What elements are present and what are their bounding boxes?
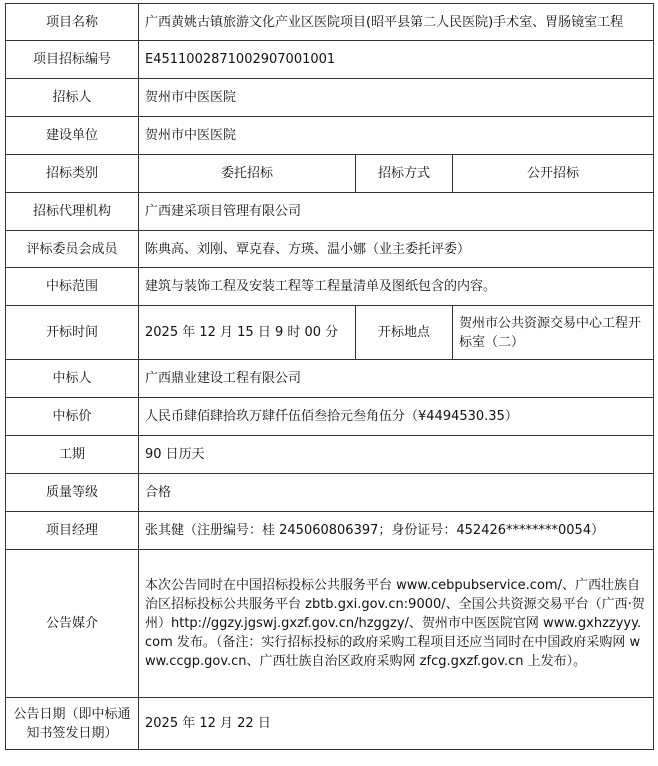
row-duration [6,436,654,474]
tenderer-label: 招标人 [6,79,139,117]
tenderer-value: 贺州市中医医院 [139,79,654,117]
row-tender-type [6,155,654,193]
committee-label: 评标委员会成员 [6,231,139,268]
agency-value: 广西建采项目管理有限公司 [139,193,654,231]
tender-code-value: E4511002871002907001001 [139,41,654,79]
project-name-label: 项目名称 [6,4,139,41]
tender-type-label: 招标类别 [6,155,139,193]
row-tenderer [6,79,654,117]
row-scope [6,268,654,306]
scope-label: 中标范围 [6,268,139,306]
project-name-value: 广西黄姚古镇旅游文化产业区医院项目(昭平县第二人民医院)手术室、胃肠镜室工程 [139,4,654,41]
manager-label: 项目经理 [6,512,139,550]
manager-value: 张其健（注册编号：桂 245060806397；身份证号：452426********0054） [139,512,654,550]
notice-date-label: 公告日期（即中标通知书签发日期） [6,698,139,750]
quality-label: 质量等级 [6,474,139,512]
opening-place-value: 贺州市公共资源交易中心工程开标室（二） [453,306,654,360]
row-manager [6,512,654,550]
tender-code-label: 项目招标编号 [6,41,139,79]
tender-method-label: 招标方式 [356,155,453,193]
duration-label: 工期 [6,436,139,474]
winner-value: 广西鼎业建设工程有限公司 [139,360,654,398]
row-date [6,698,654,750]
opening-time-value: 2025 年 12 月 15 日 9 时 00 分 [139,306,356,360]
winner-label: 中标人 [6,360,139,398]
quality-value: 合格 [139,474,654,512]
builder-value: 贺州市中医医院 [139,117,654,155]
scope-value: 建筑与装饰工程及安装工程等工程量清单及图纸包含的内容。 [139,268,654,306]
row-quality [6,474,654,512]
row-price [6,398,654,436]
duration-value: 90 日历天 [139,436,654,474]
notice-date-value: 2025 年 12 月 22 日 [139,698,654,750]
opening-time-label: 开标时间 [6,306,139,360]
row-agency [6,193,654,231]
committee-value: 陈典高、刘刚、覃克春、方瑛、温小娜（业主委托评委） [139,231,654,268]
row-tender-code [6,41,654,79]
row-builder [6,117,654,155]
row-media [6,550,654,698]
opening-place-label: 开标地点 [356,306,453,360]
price-value: 人民币肆佰肆拾玖万肆仟伍佰叁拾元叁角伍分（¥4494530.35） [139,398,654,436]
agency-label: 招标代理机构 [6,193,139,231]
price-label: 中标价 [6,398,139,436]
media-value: 本次公告同时在中国招标投标公共服务平台 www.cebpubservice.com/、广西壮族自治区招标投标公共服务平台 zbtb.gxi.gov.cn:9000/、全国公共资源交易平台（广西·贺州）http://ggzy.jgswj.gxzf.gov.cn/hzggzy/、贺州市中医医院官网 www.gxhzzyyy.com 发布。（备注：实行招标投标的政府采购工程项目还应当同时在中国政府采购网 www.ccgp.gov.cn、广西壮族自治区政府采购网 zfcg.gxzf.gov.cn 上发布）。 [139,550,654,698]
bid-result-table [5,3,654,750]
media-label: 公告媒介 [6,550,139,698]
row-committee [6,231,654,268]
row-project-name [6,4,654,41]
builder-label: 建设单位 [6,117,139,155]
row-opening [6,306,654,360]
tender-type-value: 委托招标 [139,155,356,193]
row-winner [6,360,654,398]
tender-method-value: 公开招标 [453,155,654,193]
